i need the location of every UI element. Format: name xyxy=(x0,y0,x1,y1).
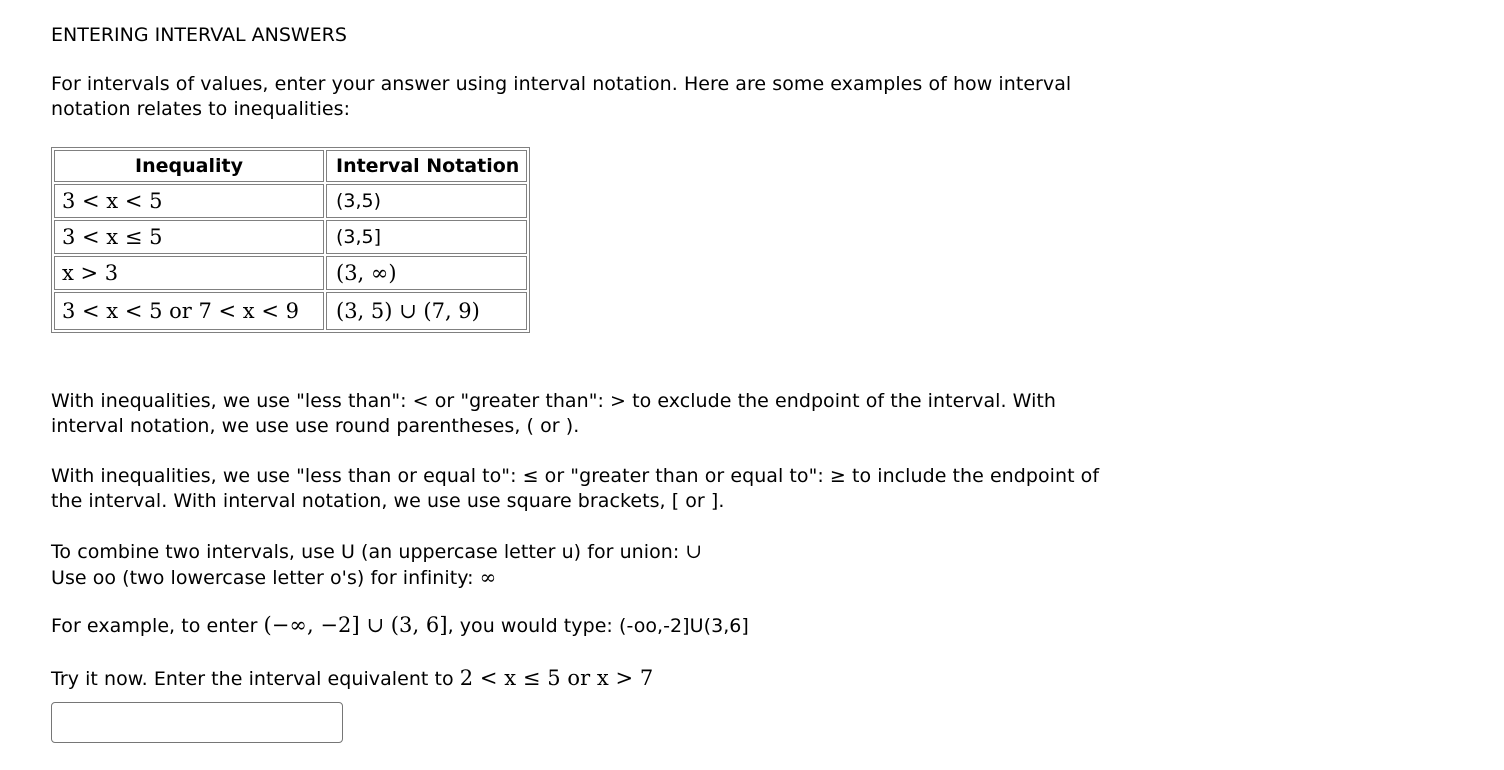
union-infinity-paragraph xyxy=(51,539,1101,591)
inequality-cell: x > 3 xyxy=(54,256,324,290)
table-row xyxy=(54,220,527,254)
inequality-cell: 3 < x ≤ 5 xyxy=(54,220,324,254)
table-row xyxy=(54,292,527,330)
interval-cell: (3, 5) ∪ (7, 9) xyxy=(326,292,527,330)
prompt-math: 2 < x ≤ 5 or x > 7 xyxy=(459,666,654,690)
include-endpoint-paragraph: With inequalities, we use "less than or equal to": ≤ or "greater than or equal to": ≥ to include the endpoint of the interval. With interval notation, we use use square brackets, [ or ]. xyxy=(51,465,1100,512)
column-header-inequality: Inequality xyxy=(54,150,324,182)
inequality-cell: 3 < x < 5 or 7 < x < 9 xyxy=(54,292,324,330)
examples-table xyxy=(51,147,530,333)
page-heading: ENTERING INTERVAL ANSWERS xyxy=(51,24,347,46)
column-header-interval-notation: Interval Notation xyxy=(326,150,527,182)
example-suffix: , you would type: (-oo,-2]U(3,6] xyxy=(447,615,749,637)
infinity-line xyxy=(51,565,1101,591)
table-row xyxy=(54,184,527,218)
inequality-cell: 3 < x < 5 xyxy=(54,184,324,218)
interval-cell: (3, ∞) xyxy=(326,256,527,290)
infinity-instruction: Use oo (two lowercase letter o's) for infinity: xyxy=(51,567,480,589)
union-symbol: ∪ xyxy=(685,539,703,563)
union-instruction: To combine two intervals, use U (an uppercase letter u) for union: xyxy=(51,541,686,563)
intro-paragraph: For intervals of values, enter your answer using interval notation. Here are some examples of how interval notation relates to inequalities: xyxy=(51,73,1072,120)
prompt-prefix: Try it now. Enter the interval equivalent to xyxy=(51,668,460,690)
interval-cell: (3,5) xyxy=(326,184,527,218)
table-row xyxy=(54,256,527,290)
exclude-endpoint-paragraph: With inequalities, we use "less than": < or "greater than": > to exclude the endpoint of the interval. With interval notation, we use use round parentheses, ( or ). xyxy=(51,390,1057,437)
union-line xyxy=(51,539,1101,565)
example-paragraph xyxy=(51,613,749,639)
example-math: (−∞, −2] ∪ (3, 6] xyxy=(263,613,448,637)
answer-input[interactable] xyxy=(51,702,343,743)
table-header-row xyxy=(54,150,527,182)
prompt-paragraph xyxy=(51,666,653,692)
interval-cell: (3,5] xyxy=(326,220,527,254)
example-prefix: For example, to enter xyxy=(51,615,264,637)
infinity-symbol: ∞ xyxy=(479,565,497,589)
